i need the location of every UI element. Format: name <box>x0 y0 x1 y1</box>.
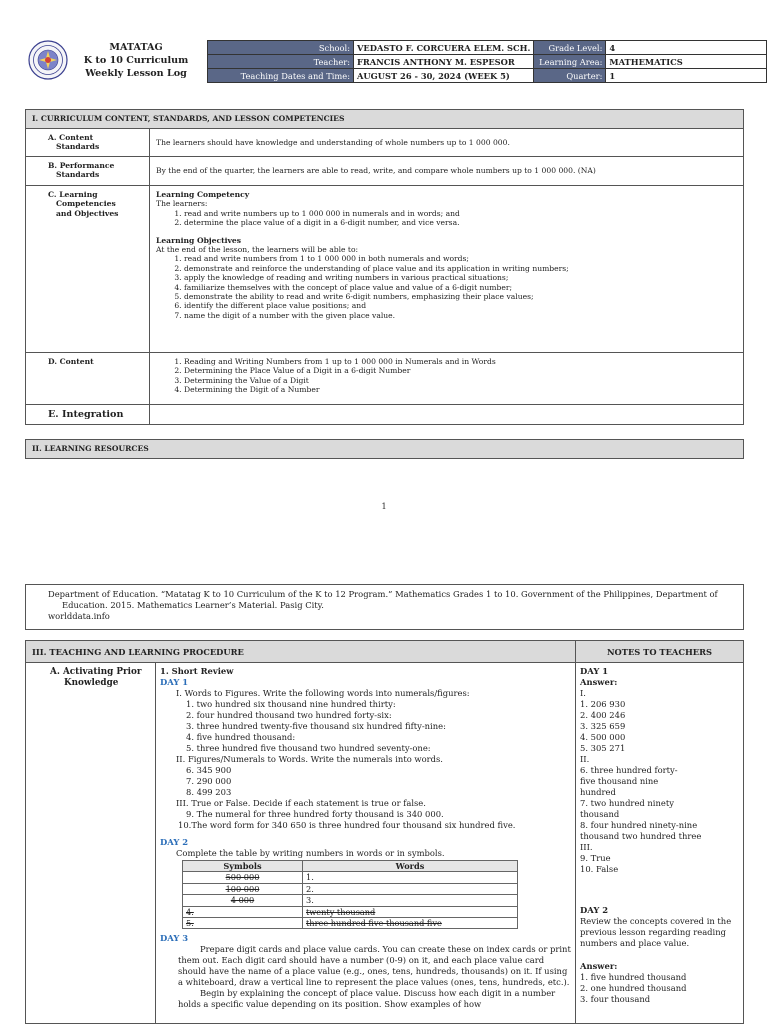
activating-knowledge-label: A. Activating Prior Knowledge <box>26 663 156 1024</box>
school-label: School: <box>208 41 354 55</box>
answer-line: I. <box>580 688 586 698</box>
answer-line: 8. four hundred ninety-nine <box>580 820 698 830</box>
answer-line: 6. three hundred forty- <box>580 765 678 775</box>
content-body <box>150 353 744 405</box>
day-label: DAY 1 <box>160 677 189 687</box>
list-item: 2. demonstrate and reinforce the understanding of place value and its application in writing numbers; <box>184 264 737 273</box>
answer-line: 7. two hundred ninety <box>580 798 674 808</box>
answer-line: 1. five hundred thousand <box>580 972 687 982</box>
competency-list <box>184 209 737 228</box>
day3-paragraph: Begin by explaining the concept of place value. Discuss how each digit in a number holds a specific value depending on its position. Show examples of how <box>178 988 556 1010</box>
list-item: 3. three hundred twenty-five thousand six hundred fifty-nine: <box>186 721 446 731</box>
list-item: 5. three hundred five thousand two hundred seventy-one: <box>186 743 431 753</box>
dates-label: Teaching Dates and Time: <box>208 69 354 83</box>
table-cell: 2. <box>303 883 518 894</box>
answer-line: thousand two hundred three <box>580 831 702 841</box>
section-heading: II. LEARNING RESOURCES <box>26 440 744 459</box>
part-title: III. True or False. Decide if each statement is true or false. <box>176 798 426 808</box>
school-value: VEDASTO F. CORCUERA ELEM. SCH. <box>354 41 534 55</box>
answer-line: 2. one hundred thousand <box>580 983 687 993</box>
content-list <box>184 357 737 395</box>
list-item: 1. read and write numbers from 1 to 1 000 000 in both numerals and words; <box>184 254 737 263</box>
reference-link: worlddata.info <box>48 611 110 621</box>
objectives-list <box>184 254 737 320</box>
lesson-log-header <box>22 40 768 82</box>
list-item: 1. two hundred six thousand nine hundred thirty: <box>186 699 396 709</box>
title-line: Weekly Lesson Log <box>85 68 187 79</box>
content-label: D. Content <box>26 353 150 405</box>
answer-line: 5. 305 271 <box>580 743 626 753</box>
table-cell: 4. <box>183 906 303 917</box>
teacher-label: Teacher: <box>208 55 354 69</box>
table-header: Words <box>303 861 518 872</box>
answer-line: II. <box>580 754 590 764</box>
list-item: 4. familiarize themselves with the concept of place value and value of a 6-digit number; <box>184 283 737 292</box>
list-item: 4. Determining the Digit of a Number <box>184 385 737 394</box>
answer-line: 9. True <box>580 853 611 863</box>
content-standards-label: A. Content Standards <box>26 129 150 157</box>
answer-line: 10. False <box>580 864 619 874</box>
notes-heading: NOTES TO TEACHERS <box>576 641 744 663</box>
answer-line: five thousand nine <box>580 776 659 786</box>
competency-heading: Learning Competency <box>156 190 250 199</box>
answer-label: Answer: <box>580 961 618 971</box>
table-row <box>183 917 518 928</box>
teacher-value: FRANCIS ANTHONY M. ESPESOR <box>354 55 534 69</box>
references-box <box>25 584 744 630</box>
part-title: II. Figures/Numerals to Words. Write the numerals into words. <box>176 754 443 764</box>
teacher-notes <box>576 663 744 1024</box>
area-value: MATHEMATICS <box>606 55 767 69</box>
day-label: DAY 2 <box>160 837 189 847</box>
quarter-label: Quarter: <box>534 69 606 83</box>
table-cell: 5. <box>183 917 303 928</box>
answer-line: 1. 206 930 <box>580 699 626 709</box>
notes-text: Review the concepts covered in the previous lesson regarding reading numbers and place value. <box>580 916 732 948</box>
header-title <box>72 41 200 80</box>
curriculum-section <box>25 109 744 425</box>
integration-label: E. Integration <box>26 405 150 425</box>
short-review-heading: 1. Short Review <box>160 666 234 676</box>
title-line: MATATAG <box>109 42 163 53</box>
table-cell: twenty thousand <box>303 906 518 917</box>
list-item: 10.The word form for 340 650 is three hundred four thousand six hundred five. <box>178 820 516 830</box>
answer-line: III. <box>580 842 593 852</box>
list-item: 9. The numeral for three hundred forty thousand is 340 000. <box>186 809 444 819</box>
table-row <box>183 906 518 917</box>
content-standards-text: The learners should have knowledge and understanding of whole numbers up to 1 000 000. <box>150 129 744 157</box>
list-item: 6. identify the different place value positions; and <box>184 301 737 310</box>
notes-day-label: DAY 2 <box>580 905 609 915</box>
answer-line: 2. 400 246 <box>580 710 626 720</box>
performance-standards-label: B. Performance Standards <box>26 157 150 186</box>
notes-day-label: DAY 1 <box>580 666 609 676</box>
list-item: 6. 345 900 <box>186 765 232 775</box>
day-label: DAY 3 <box>160 933 189 944</box>
reference-text: Department of Education. “Matatag K to 10 Curriculum of the K to 12 Program.” Mathematics Grades 1 to 10. Government of the Philippines, Department of Education. 2015. Mathematics Learner’s Material. Pasig City. <box>48 589 718 610</box>
section-heading: III. TEACHING AND LEARNING PROCEDURE <box>26 641 576 663</box>
table-header: Symbols <box>183 861 303 872</box>
list-item: 4. five hundred thousand: <box>186 732 296 742</box>
answer-line: 3. four thousand <box>580 994 651 1004</box>
list-item: 2. four hundred thousand two hundred forty-six: <box>186 710 392 720</box>
list-item: 1. read and write numbers up to 1 000 000 in numerals and in words; and <box>184 209 737 218</box>
list-item: 2. Determining the Place Value of a Digit in a 6-digit Number <box>184 366 737 375</box>
grade-label: Grade Level: <box>534 41 606 55</box>
day2-instruction: Complete the table by writing numbers in words or in symbols. <box>176 848 445 858</box>
day3-paragraph: Prepare digit cards and place value cards. You can create these on index cards or print them out. Each digit card should have a number (0-9) on it, and each place value card should have the name of a place value (e.g., ones, tens, hundreds, thousands) on it. If using a whiteboard, draw a vertical line to represent the place values (ones, tens, hundreds, etc.). <box>178 944 571 988</box>
answer-line: 4. 500 000 <box>580 732 626 742</box>
table-row <box>183 895 518 906</box>
procedure-content <box>156 663 576 1024</box>
integration-body <box>150 405 744 425</box>
list-item: 8. 499 203 <box>186 787 232 797</box>
list-item: 3. Determining the Value of a Digit <box>184 376 737 385</box>
answer-line: hundred <box>580 787 616 797</box>
list-item: 7. name the digit of a number with the given place value. <box>184 311 737 320</box>
table-cell: 100 000 <box>183 883 303 894</box>
learning-resources-section <box>25 439 744 459</box>
table-cell: 500 000 <box>183 872 303 883</box>
answer-label: Answer: <box>580 677 618 687</box>
answer-line: 3. 325 659 <box>580 721 626 731</box>
table-cell: 4 000 <box>183 895 303 906</box>
page-number: 1 <box>381 502 387 511</box>
numbers-table <box>182 860 518 929</box>
grade-value: 4 <box>606 41 767 55</box>
list-item: 5. demonstrate the ability to read and write 6-digit numbers, emphasizing their place values; <box>184 292 737 301</box>
table-cell: 1. <box>303 872 518 883</box>
part-title: I. Words to Figures. Write the following words into numerals/figures: <box>176 688 470 698</box>
table-cell: 3. <box>303 895 518 906</box>
deped-seal-icon <box>28 40 68 80</box>
header-info-grid <box>207 40 767 83</box>
table-row <box>183 883 518 894</box>
competency-intro: The learners: <box>156 199 208 209</box>
title-line: K to 10 Curriculum <box>83 55 189 66</box>
quarter-value: 1 <box>606 69 767 83</box>
objectives-intro: At the end of the lesson, the learners will be able to: <box>156 245 359 255</box>
competencies-label: C. Learning Competencies and Objectives <box>26 186 150 353</box>
performance-standards-text: By the end of the quarter, the learners are able to read, write, and compare whole numbers up to 1 000 000. (NA) <box>150 157 744 186</box>
list-item: 7. 290 000 <box>186 776 232 786</box>
dates-value: AUGUST 26 - 30, 2024 (WEEK 5) <box>354 69 534 83</box>
teaching-procedure-section <box>25 640 744 1024</box>
list-item: 2. determine the place value of a digit in a 6-digit number, and vice versa. <box>184 218 737 227</box>
objectives-heading: Learning Objectives <box>156 235 242 245</box>
table-cell: three hundred five thousand five <box>303 917 518 928</box>
section-heading: I. CURRICULUM CONTENT, STANDARDS, AND LESSON COMPETENCIES <box>26 110 744 129</box>
list-item: 3. apply the knowledge of reading and writing numbers in various practical situations; <box>184 273 737 282</box>
competencies-body <box>150 186 744 353</box>
table-row <box>183 872 518 883</box>
list-item: 1. Reading and Writing Numbers from 1 up to 1 000 000 in Numerals and in Words <box>184 357 737 366</box>
area-label: Learning Area: <box>534 55 606 69</box>
answer-line: thousand <box>580 809 620 819</box>
